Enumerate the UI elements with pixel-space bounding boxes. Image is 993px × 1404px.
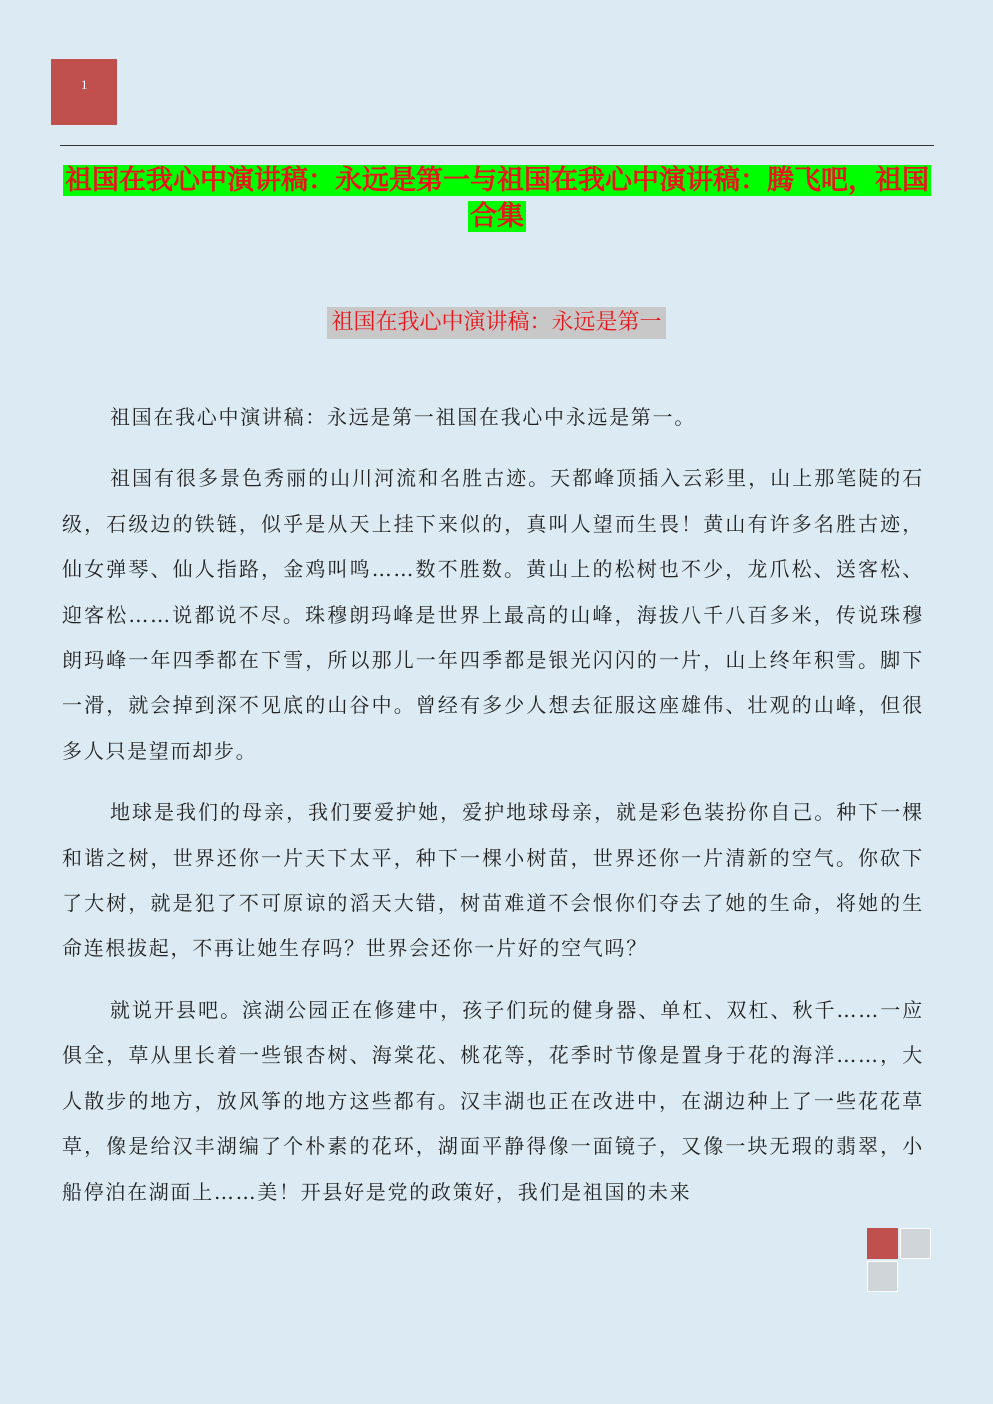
paragraph-2: 祖国有很多景色秀丽的山川河流和名胜古迹。天都峰顶插入云彩里，山上那笔陡的石级，石级边的铁链，似乎是从天上挂下来似的，真叫人望而生畏！黄山有许多名胜古迹，仙女弹琴、仙人指路，金鸡叫鸣……数不胜数。黄山上的松树也不少，龙爪松、送客松、迎客松……说都说不尽。珠穆朗玛峰是世界上最高的山峰，海拔八千八百多米，传说珠穆朗玛峰一年四季都在下雪，所以那儿一年四季都是银光闪闪的一片，山上终年积雪。脚下一滑，就会掉到深不见底的山谷中。曾经有多少人想去征服这座雄伟、壮观的山峰，但很多人只是望而却步。 [62,466,924,763]
corner-square-red [867,1228,898,1259]
article-body [62,395,924,1231]
corner-decoration [867,1228,933,1294]
section-title [0,307,993,339]
document-title-text: 祖国在我心中演讲稿：永远是第一与祖国在我心中演讲稿：腾飞吧，祖国合集 [65,165,929,232]
page-number-badge [51,59,117,125]
section-title-text: 祖国在我心中演讲稿：永远是第一 [327,307,665,339]
corner-square-grey-right [900,1228,931,1259]
paragraph-1: 祖国在我心中演讲稿：永远是第一祖国在我心中永远是第一。 [110,405,696,429]
header-divider [60,145,934,146]
corner-square-grey-bottom [867,1261,898,1292]
paragraph-3: 地球是我们的母亲，我们要爱护她，爱护地球母亲，就是彩色装扮你自己。种下一棵和谐之树，世界还你一片天下太平，种下一棵小树苗，世界还你一片清新的空气。你砍下了大树，就是犯了不可原谅的滔天大错，树苗难道不会恨你们夺去了她的生命，将她的生命连根拔起，不再让她生存吗？世界会还你一片好的空气吗？ [62,800,924,961]
document-title [60,163,934,235]
paragraph-4: 就说开县吧。滨湖公园正在修建中，孩子们玩的健身器、单杠、双杠、秋千……一应俱全，草从里长着一些银杏树、海棠花、桃花等，花季时节像是置身于花的海洋……，大人散步的地方，放风筝的地方这些都有。汉丰湖也正在改进中，在湖边种上了一些花花草草，像是给汉丰湖编了个朴素的花环，湖面平静得像一面镜子，又像一块无瑕的翡翠，小船停泊在湖面上……美！开县好是党的政策好，我们是祖国的未来 [62,997,924,1204]
page-number: 1 [81,77,88,92]
